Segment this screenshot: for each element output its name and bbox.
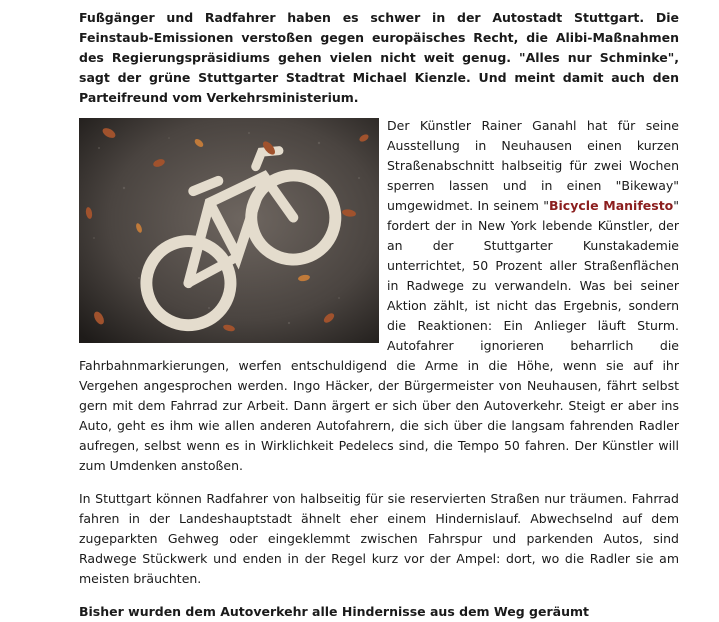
lead-paragraph: Fußgänger und Radfahrer haben es schwer in der Autostadt Stuttgart. Die Feinstaub-Emissionen verstoßen gegen europäisches Recht, die Alibi-Maßnahmen des Regierungspräsidiums gehen vielen nicht weit genug. "Alles nur Schminke", sagt der grüne Stuttgarter Stadtrat Michael Kienzle. Und meint damit auch den Parteifreund vom Verkehrsministerium. [79, 10, 679, 105]
paragraph-bikeway-text-2: " fordert der in New York lebende Künstler, der an der Stuttgarter Kunstakademie unterrichtet, 50 Prozent aller Straßenflächen in Radwege zu verwandeln. Was bei seiner Aktion zählt, ist nicht das Ergebnis, sondern die Reaktionen: Ein Anlieger läuft Sturm. Autofahrer ignorieren beharrlich die Fahrbahnmarkierungen, werfen entschuldigend die Arme in die Höhe, wenn sie auf ihr Vergehen angesprochen werden. Ingo Häcker, der Bürgermeister von Neuhausen, fährt selbst gern mit dem Fahrrad zur Arbeit. Dann ärgert er sich über den Autoverkehr. Steigt er aber ins Auto, geht es ihm wie allen anderen Autofahrern, die sich über die langsam fahrenden Radler aufregen, selbst wenn es in Wirklichkeit Pedelecs sind, die Tempo 50 fahren. Der Künstler will zum Umdenken anstoßen. [79, 198, 680, 473]
paragraph-stuttgart: In Stuttgart können Radfahrer von halbseitig für sie reservierten Straßen nur träumen. Fahrrad fahren in der Landeshauptstadt ähnelt eher einem Hindernislauf. Abwechselnd auf dem zugeparkten Gehweg oder eingeklemmt zwischen Fahrspur und parkenden Autos, sind Radwege Stückwerk und enden in der Regel kurz vor der Ampel: dort, wo die Radler sie am meisten bräuchten. [79, 491, 679, 586]
article [79, 0, 679, 622]
paragraph-bikeway-text-1: Der Künstler Rainer Ganahl hat für seine Ausstellung in Neuhausen einen kurzen Straßenabschnitt halbseitig für zwei Wochen sperren lassen und in einen "Bikeway" umgewidmet. In seinem " [387, 118, 679, 213]
section-subheading: Bisher wurden dem Autoverkehr alle Hindernisse aus dem Weg geräumt [79, 604, 589, 619]
bicycle-manifesto-link[interactable]: Bicycle Manifesto [549, 198, 674, 213]
bicycle-lane-photo [79, 118, 379, 343]
